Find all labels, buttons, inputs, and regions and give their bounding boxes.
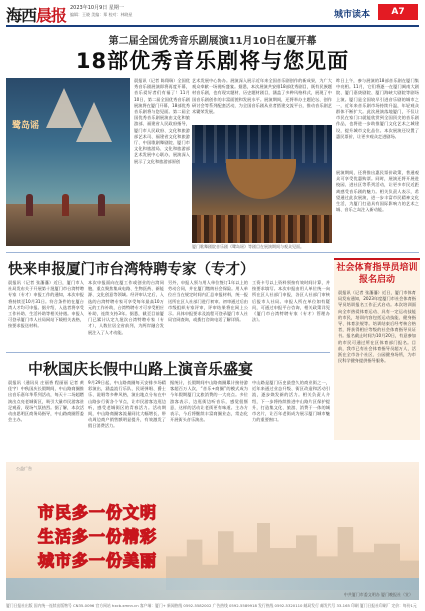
- story1-kicker: 第二届全国优秀音乐剧展演11月10日在厦开幕: [108, 36, 317, 47]
- editor-credits: 编辑：王晓 美编：郑 校对：林晓星: [70, 12, 133, 17]
- page-number-badge: A7: [378, 4, 418, 20]
- story2-column-3: 另外，申报人须与用人单位签订1年以上的劳动合同，并在厦门缴纳社会保险。用人单位应当在规定时间内汇总申报材料，统一报送所在区人社部门进行初审。初审通过后由市级组织专家评审，评审结果将在网上公示。具体申报要求及流程可登录厦门市人社局官网查询，或拨打咨询电话了解详情。: [168, 280, 248, 323]
- stage-lights: [192, 125, 332, 163]
- story1-column-4: 展演期间，还将推出惠民票价政策，普通观众可享受优惠购票。同时，展演还将开展进校园、进社区等系列活动，让更多市民近距离感受音乐剧的魅力。相关负责人表示，希望通过此次展演，进一步丰富市民精神文化生活，为厦门打造具有国际影响力的艺术之城、音乐之岛注入新动能。: [336, 170, 419, 213]
- story3-column-4: 中山路是厦门历史最悠久的商业街之一，近年来通过业态升级、街区改造和活动引流，逐步焕发新的活力。相关负责人介绍，下一步将持续推进中山路片区保护提升，打造集文化、旅游、消费于一体的城市名片，让百年老街成为展示厦门城市魅力的重要窗口。: [252, 380, 330, 423]
- slogan-line-1: 市民多一份文明: [38, 503, 158, 522]
- ad-label: 公益广告: [16, 466, 32, 471]
- header-divider: [6, 25, 419, 27]
- story1-column-2: 艺术发展中心协办。展演深入展示近年来全国音乐剧创作的新成果，为广大观众奉献一场视听盛宴。据悉，本次展演共安排18部优秀剧目，既有民族题材音乐剧，也有现实题材、历史题材剧目，涵盖了多种风格样式，展现了中国音乐剧创作的丰富面貌和发展水平。展演期间，还将举办主题论坛、创作研讨会等系列配套活动，为全国音乐剧从业者搭建交流平台，推动音乐剧艺术繁荣发展。: [192, 78, 332, 115]
- slogan-line-3: 城市多一份美丽: [38, 551, 158, 570]
- logo-text-black: 海西: [6, 6, 37, 25]
- sidebar-body: 晨报讯（记者 张藩藩）近日，厦门市体育局发布通知，2023年度厦门市社会体育指导员培训报名工作正式启动。本次培训面向全市热爱体育运动、具有一定运动技能的市民，培训内容包括运动技能、健身指导、体育法规等。培训结束后经考核合格者，将获得相应等级的社会体育指导员证书。报名截止时间为10月20日，有意参加的市民可通过所在区体育部门报名。目前，我市已有社会体育指导员超万人，活跃在全市各个社区、公园健身场所，为市民科学健身提供指导服务。: [338, 290, 416, 364]
- page-footer: 厦门日报社出版 国内统一连续出版物号 CN35-0096 官方网站 hxcb.xmnn.cn 客户端：厦门+ 新闻热线 0592-5582002 广告热线 0592-5589918 发行热线 0592-5320110 邮局发行 邮发代号 33-165 印刷 厦门日报社印刷厂 定价：每份1元: [6, 603, 417, 608]
- story-divider: [6, 352, 330, 353]
- performer-figure: [98, 194, 105, 216]
- story2-column-1: 晨报讯（记者 张藩藩）近日，厦门市人社局发布关于开展第十批厦门市台湾特聘专家（专才）申报工作的通知，本次申报将持续至10月31日。符合条件的在厦台湾人才均可申报。据介绍，入选者将享受工作补助、生活补助等相关待遇。申报人可登录厦门市人社局网站下载相关表格，按要求报送材料。: [8, 280, 84, 329]
- issue-date: 2023年10月9日 星期一: [70, 5, 124, 11]
- masthead: [0, 0, 425, 30]
- sail-shape: [76, 102, 112, 142]
- photo-caption: 厦门歌舞剧院音乐剧《鹭岛谣》等剧目在展演期间与观众见面。: [192, 244, 304, 249]
- story-divider: [6, 252, 419, 253]
- section-name: 城市读本: [334, 10, 371, 20]
- story2-column-4: 工资卡号以上资料须按有效时间计算，并按要求填写。本次申报由用人单位统一向所在区人社部门申报，各区人社部门审核后报市人社局。申报人所在单位如有疑问，可通过申报平台咨询，相关政策详见《厦门市台湾特聘专家（专才）管理办法》。: [252, 280, 330, 323]
- story1-column-3: 昨日上午，参与展演的18部音乐剧在厦门集中亮相。11月，它们将逐一在厦门闽南大剧院、厦门嘉庚剧院、厦门海峡大剧院等剧场上演。厦门是全国较早引进音乐剧的城市之一，近年来音乐剧市场持续升温，年轻观众群体不断扩大。此次展演落地厦门，不仅让市民在家门口就能欣赏到全国顶尖的音乐剧作品，也将进一步助推厦门文化艺术之城建设，提升城市文化品位。本次展演还设置了惠民票价，让更多观众走进剧场。: [336, 78, 419, 139]
- ad-credit: 中共厦门市委文明办 厦门晚报社（宣）: [343, 592, 413, 597]
- stage-performance-photo: [192, 125, 332, 243]
- story1-column-1: 晨报讯（记者 陈翔瑞）全国优秀音乐剧展演即将再度开幕，音乐爱好者们有福了！11月10日，第二届全国优秀音乐剧展演将在厦门开幕，18部优秀音乐剧将与您见面。第二届全国优秀音乐剧展演由文化和旅游部、福建省人民政府指导，厦门市人民政府、文化和旅游部艺术司、福建省文化和旅游厅、中国歌剧舞剧院、厦门市文化和旅游局、文化和旅游部艺术发展中心联办，展演深入展示了文化和旅游部原创: [134, 78, 190, 164]
- story3-column-1: 晨报讯（通讯员 庄丽香 程丽丽 记者 黄佳宇）中秋国庆长假期间，中山路商圈推出音乐嘉年华系列活动，每天十二场超燃演出点亮老城街区，吸引大量市民游客驻足观看，现场气氛热烈。据了解，本次活动由思明区商务局指导，中山路商圈管委会主办。: [8, 380, 84, 423]
- sidebar-title: 社会体育指导员培训报名启动: [336, 263, 418, 285]
- story3-column-2: 9月29日起，中山路商圈每天安排多场精彩演出，涵盖流行乐队、民谣弹唱、爵士乐、说唱等多种风格，演出地点分布在中山路步行街各个节点，让市民游客边逛边听，感受老城街区的青春活力。活动期间，中山路商圈客流量同比大幅增长，带动周边商户销售额明显提升，有效激发了假日消费活力。: [88, 380, 166, 429]
- public-service-ad: [6, 462, 419, 600]
- stage-ship-prop: [226, 159, 296, 199]
- musical-poster-photo: [6, 78, 130, 246]
- poster-title-overlay: 鹭岛谣: [12, 121, 40, 131]
- logo-text-red: 晨报: [36, 6, 67, 25]
- newspaper-logo: [6, 3, 66, 26]
- story3-column-3: 据统计，长假期间中山路商圈累计接待游客超百万人次，“音乐+商圈”的模式成为今年假期厦门文旅消费的一大亮点。多位游客表示，边逛街边听音乐，感觉很惬意，这样的活动让老街更有味道。主办方表示，今后将继续丰富商圈业态，常态化开展街头音乐演出。: [170, 380, 248, 423]
- story2-headline: 快来申报厦门市台湾特聘专家（专才）: [8, 262, 255, 278]
- story3-headline: 中秋国庆长假中山路上演音乐盛宴: [28, 360, 254, 378]
- story1-headline: 18部优秀音乐剧将与您见面: [75, 49, 350, 73]
- slogan-line-2: 生活多一份精彩: [38, 527, 158, 546]
- story2-column-2: 本次申报面向在厦工作或创业的台湾同胞，重点聚焦集成电路、生物医药、新能源、文化创意等领域。经评审认定后，入选的台湾特聘专家可享受每年最高10万元的工作补助，台湾特聘专才可享受相应补助，连续支持3年。据悉，截至目前厦门已累计认定九批次台湾特聘专家（专才），人数位居全省前列，为两岸融合发展注入了人才动能。: [88, 280, 164, 335]
- performer-figure: [62, 194, 69, 216]
- performer-figure: [26, 194, 33, 216]
- audience-crowd: [192, 215, 332, 243]
